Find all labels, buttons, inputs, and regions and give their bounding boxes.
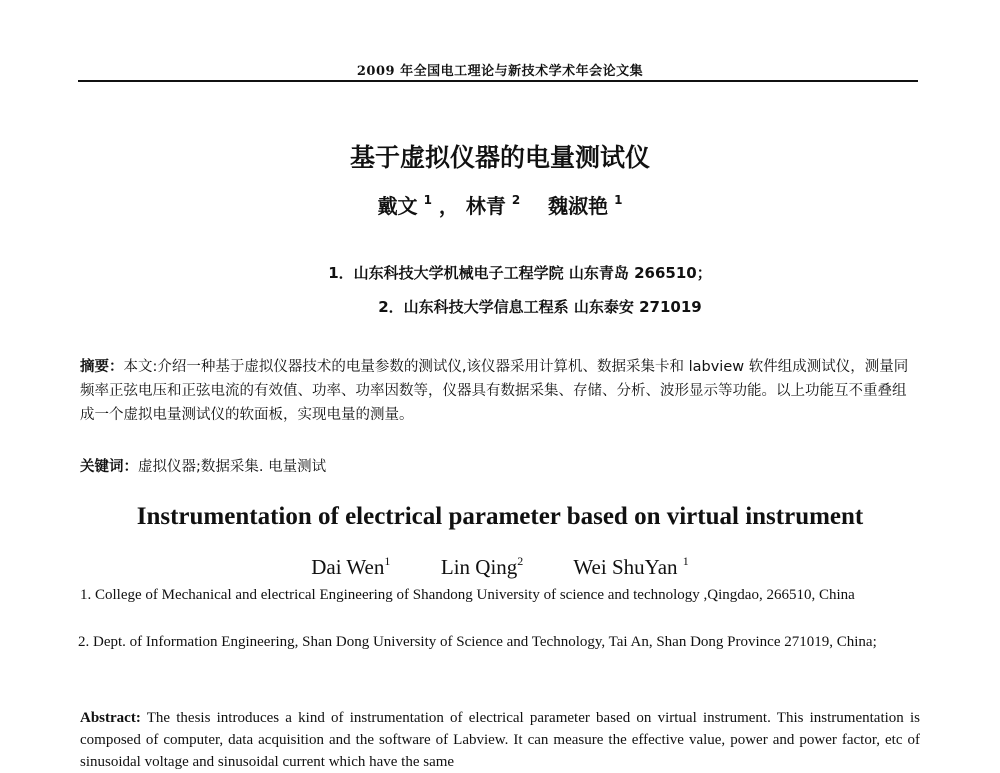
chinese-title: 基于虚拟仪器的电量测试仪 bbox=[349, 143, 650, 172]
en-abstract-label: Abstract: bbox=[80, 710, 141, 726]
english-abstract bbox=[80, 707, 920, 773]
header-rule bbox=[78, 80, 918, 82]
en-abstract-text: The thesis introduces a kind of instrumentation of electrical parameter based on virtual instrument. This instrumentation is composed of computer, data acquisition and the software of Labview. It can measure the effective value, power and power factor, etc of sinusoidal voltage and sinusoidal current which have the same bbox=[80, 710, 920, 770]
chinese-authors bbox=[0, 190, 1000, 219]
cn-author-name: 魏淑艳 bbox=[548, 194, 609, 218]
cn-author-separator: ， bbox=[438, 194, 459, 218]
chinese-abstract bbox=[80, 355, 920, 427]
chinese-keywords bbox=[80, 455, 920, 476]
en-affiliation-2: 2. Dept. of Information Engineering, Shan Dong University of Science and Technology, Tai An, Shan Dong Province 271019, China; bbox=[78, 634, 877, 650]
en-author-name: Dai Wen bbox=[311, 555, 385, 579]
en-author-affiliation-mark: 2 bbox=[517, 554, 524, 568]
en-author-affiliation-mark: 1 bbox=[384, 554, 391, 568]
cn-author-affiliation-mark: 1 bbox=[614, 193, 623, 207]
cn-affiliation-1: 1．山东科技大学机械电子工程学院 山东青岛 266510； bbox=[328, 264, 712, 282]
english-title: Instrumentation of electrical parameter based on virtual instrument bbox=[136, 503, 864, 530]
cn-abstract-text: 本文:介绍一种基于虚拟仪器技术的电量参数的测试仪,该仪器采用计算机、数据采集卡和 labview 软件组成测试仪，测量同频率正弦电压和正弦电流的有效值、功率、功率因数等，仪器具有数据采集、存储、分析、波形显示等功能。以上功能互不重叠组成一个虚拟电量测试仪的软面板，实现电量的测量。 bbox=[80, 359, 909, 423]
cn-author-affiliation-mark: 2 bbox=[511, 193, 521, 207]
cn-keywords-text: 虚拟仪器;数据采集. 电量测试 bbox=[138, 459, 327, 475]
cn-keywords-label: 关键词： bbox=[80, 459, 138, 475]
en-author-name: Wei ShuYan bbox=[573, 555, 678, 579]
cn-author-affiliation-mark: 1 bbox=[423, 193, 432, 207]
cn-author-name: 林青 bbox=[465, 194, 506, 218]
en-author-name: Lin Qing bbox=[440, 555, 518, 579]
cn-abstract-label: 摘要： bbox=[80, 359, 124, 375]
en-affiliation-1: 1. College of Mechanical and electrical Engineering of Shandong University of science and technology ,Qingdao, 266510, China bbox=[80, 587, 855, 603]
cn-author-name: 戴文 bbox=[377, 194, 418, 218]
english-authors bbox=[0, 554, 1000, 580]
cn-affiliation-2: 2．山东科技大学信息工程系 山东泰安 271019 bbox=[378, 298, 702, 316]
running-header: 2009 年全国电工理论与新技术学术年会论文集 bbox=[356, 64, 644, 79]
en-author-affiliation-mark: 1 bbox=[682, 554, 689, 568]
